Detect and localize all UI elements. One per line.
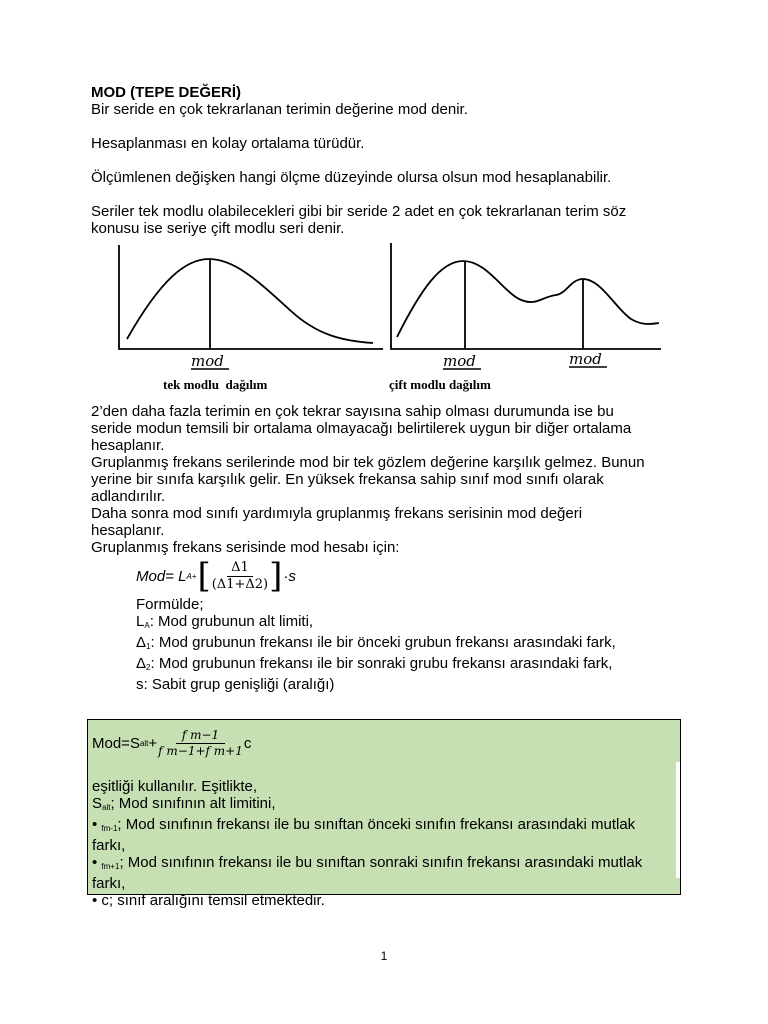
distribution-sketches [91, 239, 691, 397]
left-caption: tek modlu dağılım [163, 377, 268, 392]
formula-lhs-sub: A+ [186, 571, 197, 581]
box-formula-tail: c [243, 734, 252, 752]
box-formula-sub: alt [139, 738, 149, 748]
def-la: $L_A$: Mod grubunun alt limiti, [136, 613, 314, 630]
box-line-usage: eşitliği kullanılır. Eşitlikte, [92, 778, 258, 795]
paragraph-modality-line2: konusu ise seriye çift modlu seri denir. [91, 220, 345, 237]
box-formula-fraction [158, 728, 243, 759]
paragraph-multimodal-line3: hesaplanır. [91, 437, 165, 454]
paragraph-multimodal-line2: seride modun temsili bir ortalama olmayacağı belirtilerek uygun bir diğer ortalama [91, 420, 632, 437]
box-edge-strip [676, 762, 680, 878]
box-line-fm-plus-cont: farkı, [92, 875, 126, 892]
paragraph-grouped-line2: yerine bir sınıfa karşılık gelir. En yüksek frekansa sahip sınıf mod sınıfı olarak [91, 471, 604, 488]
unimodal-curve [127, 259, 373, 343]
right-caption: çift modlu dağılım [389, 377, 491, 392]
box-line-fm-minus: • $_{fm-1}$; Mod sınıfının frekansı ile bu sınıftan önceki sınıfın frekansı arasındaki mutlak [92, 816, 636, 833]
paragraph-ease: Hesaplanması en kolay ortalama türüdür. [91, 135, 365, 152]
formula-numerator: Δ1 [227, 560, 253, 577]
box-line-salt: $S_{alt}$; Mod sınıfının alt limitini, [92, 795, 276, 812]
paragraph-measurement: Ölçümlenen değişken hangi ölçme düzeyinde olursa olsun mod hesaplanabilir. [91, 169, 612, 186]
left-y-axis [119, 245, 383, 349]
box-line-fm-minus-cont: farkı, [92, 837, 126, 854]
paragraph-then-line1: Daha sonra mod sınıfı yardımıyla gruplanmış frekans serisinin mod değeri [91, 505, 583, 522]
formula-denominator: (Δ1+Δ2) [211, 576, 269, 592]
document-body [91, 84, 691, 693]
box-formula-numerator: f m−1 [176, 728, 225, 744]
paragraph-modality-line1: Seriler tek modlu olabilecekleri gibi bir seride 2 adet en çok tekrarlanan terim söz [91, 203, 627, 220]
def-s: s: Sabit grup genişliği (aralığı) [136, 676, 335, 693]
box-formula-denominator: f m−1+f m+1 [158, 743, 243, 758]
right-bracket-icon: ] [269, 556, 283, 596]
alternative-formula-box [87, 719, 681, 909]
defs-intro: Formülde; [136, 596, 204, 613]
bimodal-curve [397, 261, 659, 337]
formula-fraction [212, 560, 268, 593]
left-bracket-icon: [ [197, 556, 211, 596]
right-y-axis [391, 243, 661, 349]
box-formula-plus: + [148, 734, 158, 752]
def-delta1: $\Delta_1$: Mod grubunun frekansı ile bir önceki grubun frekansı arasındaki fark, [136, 634, 616, 651]
right-mod-label-1: mod [443, 352, 476, 370]
def-delta2: $\Delta_2$: Mod grubunun frekansı ile bir sonraki grubu frekansı arasındaki fark, [136, 655, 613, 672]
paragraph-formula-intro: Gruplanmış frekans serisinde mod hesabı için: [91, 539, 400, 556]
box-line-c: • c; sınıf aralığını temsil etmektedir. [92, 892, 325, 909]
box-line-fm-plus: • $_{fm+1}$; Mod sınıfının frekansı ile bu sınıftan sonraki sınıfın frekansı arasındaki mutlak [92, 854, 643, 871]
paragraph-then-line2: hesaplanır. [91, 522, 165, 539]
page-number: 1 [380, 949, 388, 963]
box-formula [92, 720, 680, 766]
right-mod-label-2: mod [569, 350, 602, 368]
paragraph-grouped-line3: adlandırılır. [91, 488, 166, 505]
formula-lhs: Mod= L [136, 567, 187, 585]
box-formula-lhs: Mod=S [92, 734, 140, 752]
section-title: MOD (TEPE DEĞERİ) [91, 84, 242, 101]
paragraph-multimodal-line1: 2’den daha fazla terimin en çok tekrar sayısına sahip olması durumunda ise bu [91, 403, 614, 420]
distribution-figures [91, 239, 691, 397]
paragraph-definition: Bir seride en çok tekrarlanan terimin değerine mod denir. [91, 101, 468, 118]
left-mod-label: mod [191, 352, 224, 370]
mode-formula [136, 556, 691, 596]
paragraph-grouped-line1: Gruplanmış frekans serilerinde mod bir tek gözlem değerine karşılık gelmez. Bunun [91, 454, 645, 471]
formula-tail: ·s [283, 567, 296, 585]
